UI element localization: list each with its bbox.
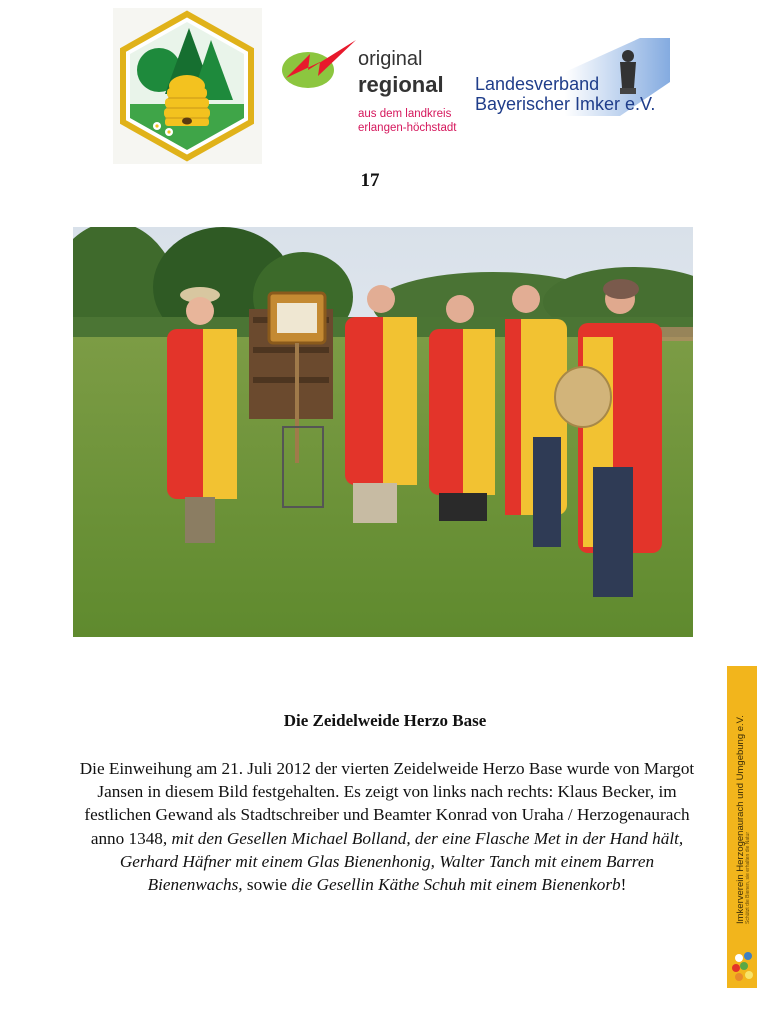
page-number: 17 — [360, 170, 380, 191]
landesverband-logo — [470, 32, 675, 122]
logo-subtitle-line2: erlangen-höchstadt — [358, 122, 457, 134]
beehive-icon — [164, 75, 210, 126]
club-side-banner — [727, 666, 757, 988]
original-regional-logo — [280, 28, 460, 140]
caption-segment-4: die Gesellin Käthe Schuh mit einem Bienenkorb — [291, 875, 621, 895]
caption-segment-1: Die Einweihung am 21. Juli 2012 der vierten Zeidelweide Herzo Base wurde von Margot Jansen in diesem Bild festgehalten. Es zeigt von links nach rechts: Klaus Becker, im festlichen Gewand als Stadtschreiber und Beamter Konrad von Uraha / Herzogenaurach anno 1348, — [79, 759, 695, 848]
beekeepers-club-logo — [113, 8, 262, 164]
caption-segment-2: mit den Gesellen Michael Bolland, der eine Flasche Met in der Hand hält, Gerhard Häfner mit einem Glas Bienenhonig, Walter Tanch mit einem Barren Bienenwachs, — [119, 828, 684, 895]
caption-body — [72, 757, 702, 896]
logo-word-original: original — [358, 48, 423, 70]
honeycomb-dots-icon — [730, 948, 756, 984]
banner-club-name: Imkerverein Herzogenaurach und Umgebung e.V. — [735, 715, 746, 924]
person-walter-tanch — [505, 285, 567, 547]
straw-skep-icon — [555, 367, 611, 427]
caption-segment-3: sowie — [242, 875, 292, 895]
banner-slogan: Schützt die Bienen, sie erhalten die Natur — [745, 832, 751, 924]
caption-title: Die Zeidelweide Herzo Base — [283, 711, 487, 730]
association-name-line2: Bayerischer Imker e.V. — [475, 94, 656, 114]
beekeeper-statue-icon — [620, 50, 636, 94]
caption-segment-5: ! — [620, 875, 627, 895]
group-photo — [73, 227, 693, 637]
logo-word-regional: regional — [358, 72, 444, 97]
logo-subtitle-line1: aus dem landkreis — [358, 108, 452, 120]
association-name-line1: Landesverband — [475, 74, 600, 94]
